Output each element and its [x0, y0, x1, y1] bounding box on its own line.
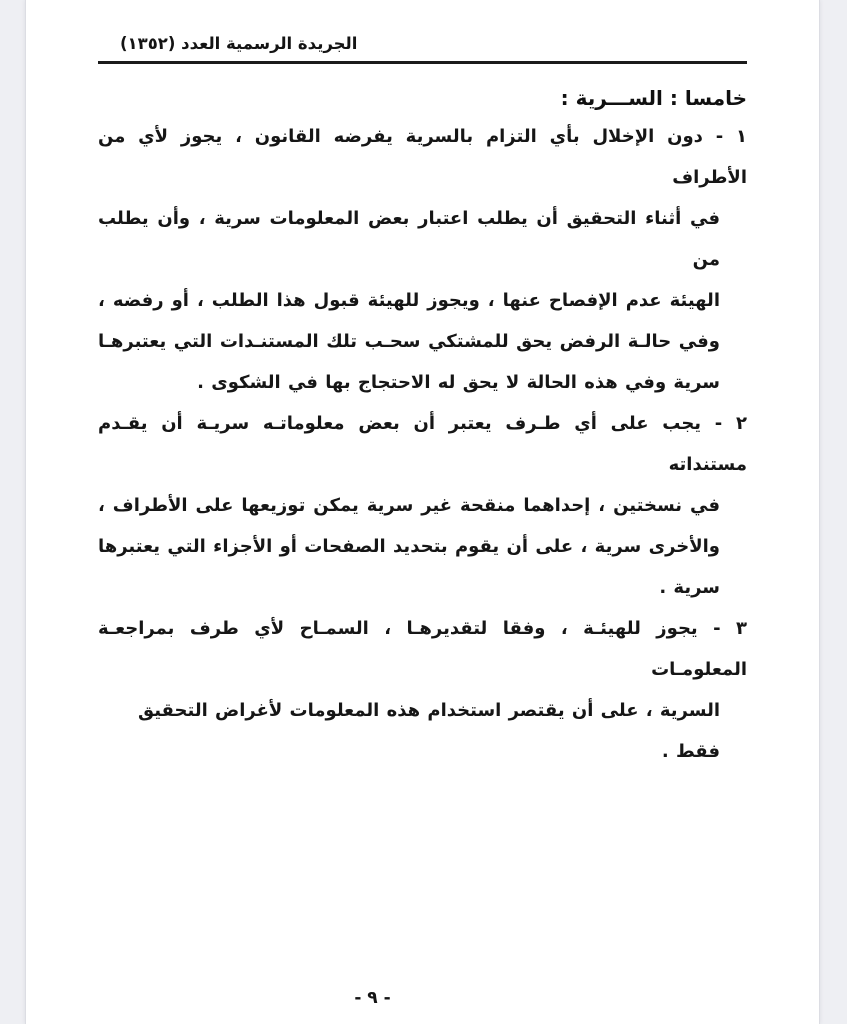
- paragraph-line: الهيئة عدم الإفصاح عنها ، ويجوز للهيئة قبول هذا الطلب ، أو رفضه ،: [98, 289, 720, 311]
- paragraph-line: سرية .: [659, 576, 720, 598]
- page-number: - ٩ -: [354, 988, 391, 1008]
- paragraph-line: ٢ - يجب على أي طـرف يعتبر أن بعض معلوماتـه سريـة أن يقـدم مستنداته: [98, 412, 747, 475]
- paragraph-line: في نسختين ، إحداهما منقحة غير سرية يمكن توزيعها على الأطراف ،: [98, 494, 720, 516]
- page-footer: [26, 988, 719, 1008]
- paragraph-line: سرية وفي هذه الحالة لا يحق له الاحتجاج بها في الشكوى .: [197, 371, 720, 393]
- gazette-title: الجريدة الرسمية العدد (١٣٥٢): [120, 34, 358, 53]
- paragraph-1: [98, 116, 747, 403]
- paragraph-2: [98, 403, 747, 608]
- document-body: [98, 116, 747, 772]
- document-page: [25, 0, 820, 1024]
- paragraph-line: في أثناء التحقيق أن يطلب اعتبار بعض المعلومات سرية ، وأن يطلب من: [98, 207, 720, 270]
- section-title: خامسا : الســـرية :: [560, 85, 747, 110]
- page-content: [26, 0, 819, 772]
- paragraph-line: ١ - دون الإخلال بأي التزام بالسرية يفرضه القانون ، يجوز لأي من الأطراف: [98, 125, 747, 188]
- paragraph-line: ٣ - يجوز للهيئـة ، وفقا لتقديرهـا ، السمـاح لأي طرف بمراجعـة المعلومـات: [98, 617, 747, 680]
- photo-border-left: [0, 0, 25, 1024]
- header-rule: [98, 61, 747, 64]
- paragraph-3: [98, 608, 747, 772]
- photo-border-right: [821, 0, 847, 1024]
- paragraph-line: وفي حالـة الرفض يحق للمشتكي سحـب تلك المستنـدات التي يعتبرهـا: [98, 330, 720, 352]
- paragraph-line: السرية ، على أن يقتصر استخدام هذه المعلومات لأغراض التحقيق فقط .: [137, 699, 720, 762]
- page-header: [98, 32, 747, 64]
- paragraph-line: والأخرى سرية ، على أن يقوم بتحديد الصفحات أو الأجزاء التي يعتبرها: [98, 535, 720, 557]
